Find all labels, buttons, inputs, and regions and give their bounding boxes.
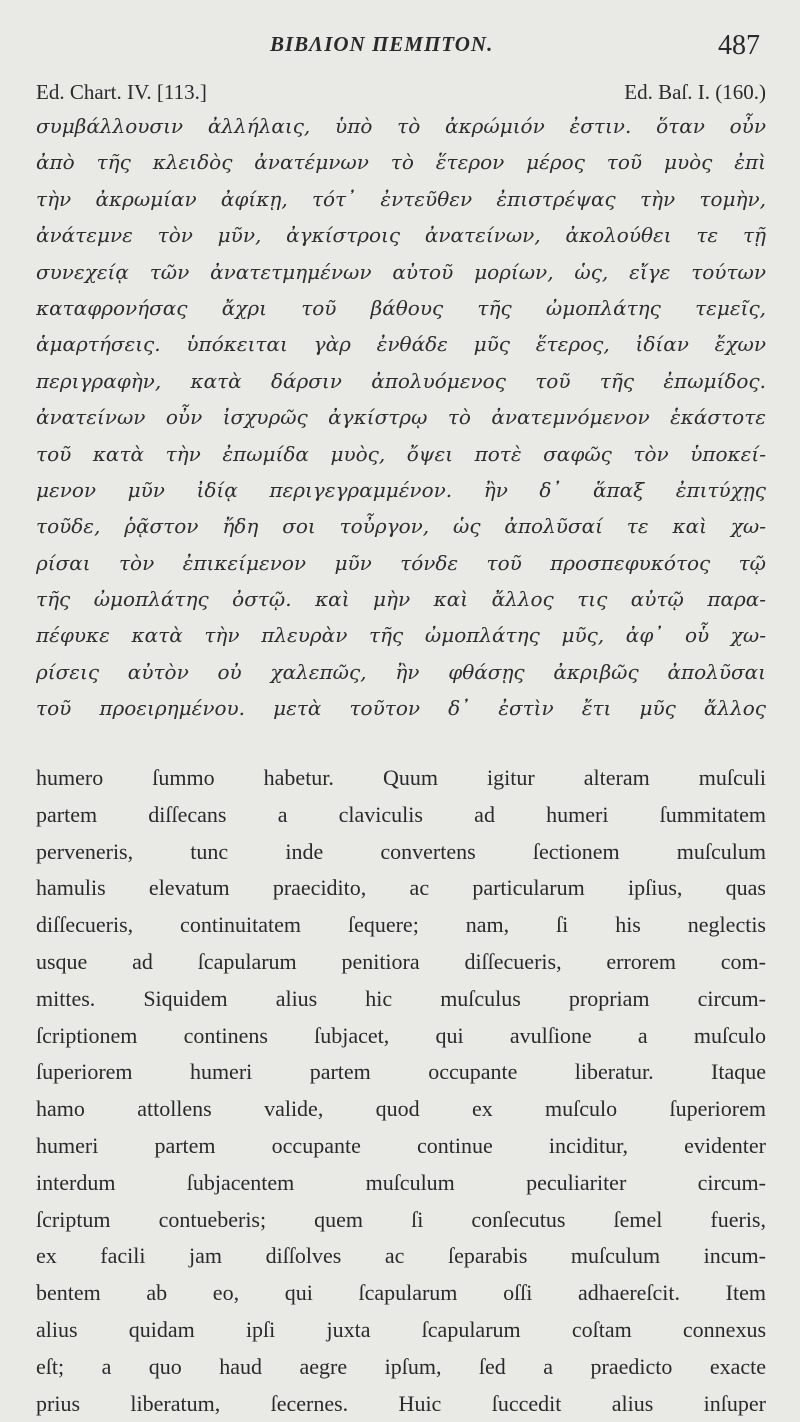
edition-chartier: Ed. Chart. IV. [113.] — [36, 80, 207, 104]
edition-basel: Ed. Baſ. I. (160.) — [624, 80, 766, 104]
greek-text-line: περιγραφὴν, κατὰ δάρσιν ἀπολυόμενος τοῦ τῆς ἐπωμίδος. — [36, 368, 766, 393]
latin-text-line: usque ad ſcapularum penitiora diſſecueris, errorem com- — [36, 948, 766, 974]
latin-text-line: eſt; a quo haud aegre ipſum, ſed a praedicto exacte — [36, 1353, 766, 1379]
latin-text-line: partem diſſecans a claviculis ad humeri ſummitatem — [36, 801, 766, 827]
latin-text-block — [36, 760, 766, 1422]
latin-text-line: hamulis elevatum praecidito, ac particularum ipſius, quas — [36, 875, 766, 901]
latin-text-line: ſuperiorem humeri partem occupante liberatur. Itaque — [36, 1059, 766, 1085]
greek-text-line: τοῦ κατὰ τὴν ἐπωμίδα μυὸς, ὄψει ποτὲ σαφῶς τὸν ὑποκεί- — [36, 441, 766, 466]
running-title: ΒΙΒΛΙΟΝ ΠΕΜΠΤΟΝ. — [270, 32, 494, 56]
latin-text-line: mittes. Siquidem alius hic muſculus propriam circum- — [36, 985, 766, 1011]
greek-text-line: ἀνατείνων οὖν ἰσχυρῶς ἀγκίστρῳ τὸ ἀνατεμνόμενον ἑκάστοτε — [36, 405, 766, 430]
greek-text-line: συνεχείᾳ τῶν ἀνατετμημένων αὐτοῦ μορίων, ὡς, εἴγε τούτων — [36, 259, 766, 284]
greek-text-line: ἀνάτεμνε τὸν μῦν, ἀγκίστροις ἀνατείνων, ἀκολούθει τε τῇ — [36, 223, 766, 248]
latin-text-line: interdum ſubjacentem muſculum peculiariter circum- — [36, 1169, 766, 1195]
latin-text-line: ex facili jam diſſolves ac ſeparabis muſculum incum- — [36, 1243, 766, 1269]
greek-text-line: μενον μῦν ἰδίᾳ περιγεγραμμένον. ἢν δ᾽ ἅπαξ ἐπιτύχῃς — [36, 477, 766, 502]
latin-text-line: humeri partem occupante continue inciditur, evidenter — [36, 1132, 766, 1158]
greek-text-line: συμβάλλουσιν ἀλλήλαις, ὑπὸ τὸ ἀκρώμιόν ἐστιν. ὅταν οὖν — [36, 114, 766, 138]
greek-text-line: πέφυκε κατὰ τὴν πλευρὰν τῆς ὠμοπλάτης μῦς, ἀφ᾽ οὗ χω- — [36, 623, 766, 648]
latin-text-line: bentem ab eo, qui ſcapularum oſſi adhaereſcit. Item — [36, 1280, 766, 1306]
greek-text-line: ρίσεις αὐτὸν οὐ χαλεπῶς, ἢν φθάσῃς ἀκριβῶς ἀπολῦσαι — [36, 659, 766, 684]
greek-text-line: τὴν ἀκρωμίαν ἀφίκῃ, τότ᾽ ἐντεῦθεν ἐπιστρέψας τὴν τομὴν, — [36, 186, 766, 211]
latin-text-line: prius liberatum, ſecernes. Huic ſuccedit alius inſuper — [36, 1390, 766, 1416]
edition-references — [36, 80, 766, 110]
latin-text-line: diſſecueris, continuitatem ſequere; nam, ſi his neglectis — [36, 912, 766, 938]
greek-text-line: ἀπὸ τῆς κλειδὸς ἀνατέμνων τὸ ἕτερον μέρος τοῦ μυὸς ἐπὶ — [36, 150, 766, 175]
latin-text-line: ſcriptionem continens ſubjacet, qui avulſione a muſculo — [36, 1022, 766, 1048]
latin-text-line: perveneris, tunc inde convertens ſectionem muſculum — [36, 838, 766, 864]
running-head — [0, 30, 800, 66]
greek-text-line: τῆς ὠμοπλάτης ὀστῷ. καὶ μὴν καὶ ἄλλος τις αὐτῷ παρα- — [36, 587, 766, 612]
latin-text-line: ſcriptum contueberis; quem ſi conſecutus ſemel fueris, — [36, 1206, 766, 1232]
latin-text-line: humero ſummo habetur. Quum igitur alteram muſculi — [36, 765, 766, 790]
latin-text-line: alius quidam ipſi juxta ſcapularum coſtam connexus — [36, 1316, 766, 1342]
greek-text-block — [36, 108, 766, 727]
greek-text-line: ἁμαρτήσεις. ὑπόκειται γὰρ ἐνθάδε μῦς ἕτερος, ἰδίαν ἔχων — [36, 332, 766, 357]
latin-text-line: hamo attollens valide, quod ex muſculo ſuperiorem — [36, 1096, 766, 1122]
greek-text-line: καταφρονήσας ἄχρι τοῦ βάθους τῆς ὠμοπλάτης τεμεῖς, — [36, 295, 766, 320]
greek-text-line: τοῦ προειρημένου. μετὰ τοῦτον δ᾽ ἐστὶν ἔτι μῦς ἄλλος — [36, 696, 766, 721]
greek-text-line: ρίσαι τὸν ἐπικείμενον μῦν τόνδε τοῦ προσπεφυκότος τῷ — [36, 550, 766, 575]
greek-text-line: τοῦδε, ῥᾷστον ἤδη σοι τοὖργον, ὡς ἀπολῦσαί τε καὶ χω- — [36, 514, 766, 539]
page-number: 487 — [718, 30, 760, 61]
